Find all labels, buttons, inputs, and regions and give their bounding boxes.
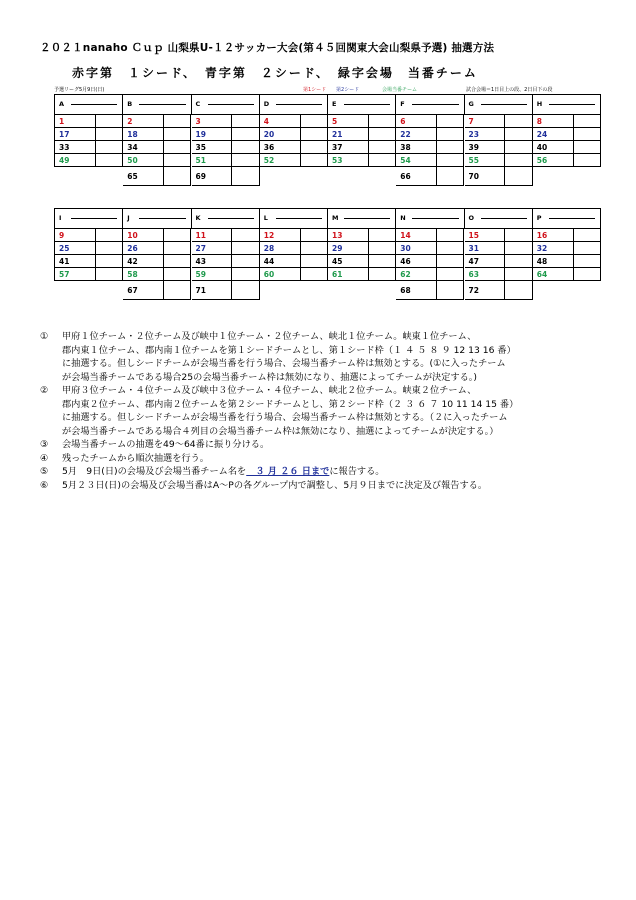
team-name-cell [369,154,396,167]
slot-number: 45 [328,255,369,268]
team-name-cell [232,115,259,128]
team-name-cell [301,141,328,154]
team-name-cell [369,229,396,242]
team-name-cell [164,242,191,255]
rule-text-line: 郡内東１位チーム、郡内南１位チームを第１シードチームとし、第１シード枠（１ ４ ５ ８ ９ 12 13 16 番） [62,344,516,356]
team-name-cell [96,242,123,255]
slot-number: 49 [55,154,96,167]
group-label: P [533,209,601,229]
team-name-cell [437,141,464,154]
group-name-blank [139,218,185,219]
group-label: J [123,209,191,229]
extra-team-cell [437,167,464,186]
deadline-date: ３ 月 ２６ 日まで [246,466,330,477]
slot-number: 4 [260,115,301,128]
document-title: ２０２１nanaho Ｃｕｐ 山梨県U-１２サッカー大会(第４５回関東大会山梨県予選) 抽選方法 [40,42,495,54]
team-name-cell [505,141,532,154]
team-name-cell [437,128,464,141]
team-name-cell [232,141,259,154]
team-name-cell [574,128,601,141]
group-name-blank [71,218,117,219]
slot-number: 37 [328,141,369,154]
group-name-blank [208,104,254,105]
team-name-cell [301,229,328,242]
slot-number: 30 [396,242,437,255]
slot-number: 26 [123,242,164,255]
slot-number: 50 [123,154,164,167]
rule-number: ⑥ [40,479,49,491]
extra-team-cell [437,281,464,300]
rule-number: ⑤ [40,466,49,477]
extra-slot-number: 69 [192,167,233,186]
group-name-blank [276,218,322,219]
team-name-cell [232,229,259,242]
group-label: K [192,209,260,229]
extra-team-cell [505,281,532,300]
extra-slot-number: 72 [465,281,506,300]
team-name-cell [369,115,396,128]
group-name-blank [71,104,117,105]
team-name-cell [505,229,532,242]
team-name-cell [505,255,532,268]
slot-number: 1 [55,115,96,128]
team-name-cell [301,154,328,167]
group-name-blank [412,218,458,219]
slot-number: 51 [192,154,233,167]
slot-number: 54 [396,154,437,167]
slot-number: 3 [192,115,233,128]
extra-slot-number: 66 [396,167,437,186]
group-label: O [465,209,533,229]
team-name-cell [164,141,191,154]
rule-text-line: 5月２３日(日)の会場及び会場当番はA〜Pの各グループ内で調整し、5月９日までに決定及び報告する。 [62,479,488,491]
group-name-blank [208,218,254,219]
slot-number: 58 [123,268,164,281]
team-name-cell [301,255,328,268]
team-name-cell [437,229,464,242]
slot-number: 63 [465,268,506,281]
extra-team-cell [505,167,532,186]
slot-number: 31 [465,242,506,255]
team-name-cell [164,128,191,141]
group-label: A [55,95,123,115]
extra-team-cell [164,167,191,186]
rule-item [40,330,600,384]
team-name-cell [574,141,601,154]
extra-slot-number: 70 [465,167,506,186]
team-name-cell [574,115,601,128]
slot-number: 61 [328,268,369,281]
team-name-cell [301,268,328,281]
slot-number: 33 [55,141,96,154]
slot-number: 20 [260,128,301,141]
team-name-cell [437,115,464,128]
slot-number: 8 [533,115,574,128]
rule-text-line: 残ったチームから順次抽選を行う。 [62,452,209,464]
rule-item [40,384,600,438]
slot-number: 53 [328,154,369,167]
rule-text-line: が会場当番チームである場合４列目の会場当番チーム枠は無効になり、抽選によってチームが決定する。） [62,425,499,437]
rule-item [40,452,600,466]
team-name-cell [301,115,328,128]
slot-number: 19 [192,128,233,141]
team-name-cell [232,255,259,268]
slot-number: 36 [260,141,301,154]
team-name-cell [505,115,532,128]
team-name-cell [232,242,259,255]
team-name-cell [437,268,464,281]
team-name-cell [574,255,601,268]
slot-number: 34 [123,141,164,154]
slot-number: 22 [396,128,437,141]
group-label: B [123,95,191,115]
team-name-cell [96,255,123,268]
slot-number: 5 [328,115,369,128]
group-name-blank [344,218,390,219]
rule-number: ③ [40,439,49,450]
team-name-cell [164,255,191,268]
slot-number: 60 [260,268,301,281]
slot-number: 11 [192,229,233,242]
slot-number: 12 [260,229,301,242]
group-name-blank [549,104,595,105]
rule-number: ② [40,385,49,396]
group-name-blank [139,104,185,105]
slot-number: 38 [396,141,437,154]
team-name-cell [96,229,123,242]
rule-text-line [62,465,600,479]
slot-number: 55 [465,154,506,167]
slot-number: 17 [55,128,96,141]
team-name-cell [505,154,532,167]
team-name-cell [505,128,532,141]
rule-text: に報告する。 [329,466,385,477]
team-name-cell [369,128,396,141]
group-name-blank [481,218,527,219]
rule-item [40,479,600,493]
slot-number: 25 [55,242,96,255]
team-name-cell [164,154,191,167]
extra-team-cell [232,167,259,186]
team-name-cell [369,242,396,255]
team-name-cell [96,115,123,128]
team-name-cell [369,255,396,268]
team-name-cell [232,128,259,141]
group-label: I [55,209,123,229]
slot-number: 40 [533,141,574,154]
slot-number: 13 [328,229,369,242]
extra-slot-number: 71 [192,281,233,300]
team-name-cell [505,268,532,281]
group-label: F [396,95,464,115]
legend-schedule: 予選リーグ5月9日(日) [54,87,105,93]
extra-team-cell [164,281,191,300]
group-name-blank [412,104,458,105]
team-name-cell [301,128,328,141]
team-name-cell [369,141,396,154]
slot-number: 32 [533,242,574,255]
rule-text-line: 会場当番チームの抽選を49〜64番に振り分ける。 [62,439,270,450]
team-name-cell [369,268,396,281]
group-name-blank [481,104,527,105]
group-name-blank [344,104,390,105]
slot-number: 64 [533,268,574,281]
team-name-cell [164,229,191,242]
draw-table-a-h [54,94,601,181]
group-label: G [465,95,533,115]
slot-number: 2 [123,115,164,128]
team-name-cell [574,268,601,281]
extra-slot-number: 67 [123,281,164,300]
slot-number: 28 [260,242,301,255]
draw-table-i-p [54,208,601,295]
slot-number: 62 [396,268,437,281]
slot-number: 39 [465,141,506,154]
group-name-blank [276,104,322,105]
rule-text-line: 甲府１位チーム・２位チーム及び峡中１位チーム・２位チーム、峡北１位チーム。峡東１位チーム、 [62,331,477,342]
slot-number: 29 [328,242,369,255]
slot-number: 21 [328,128,369,141]
slot-number: 42 [123,255,164,268]
group-label: L [260,209,328,229]
slot-number: 6 [396,115,437,128]
slot-number: 52 [260,154,301,167]
rule-text-line: 甲府３位チーム・４位チーム及び峡中３位チーム・４位チーム、峡北２位チーム。峡東２位チーム、 [62,385,477,396]
team-name-cell [437,154,464,167]
slot-number: 57 [55,268,96,281]
rule-text-line: に抽選する。但しシードチームが会場当番を行う場合、会場当番チーム枠は無効とする。（２に入ったチーム [62,412,508,423]
team-name-cell [301,242,328,255]
group-label: D [260,95,328,115]
rule-item [40,465,600,479]
team-name-cell [437,255,464,268]
team-name-cell [96,268,123,281]
slot-number: 16 [533,229,574,242]
extra-slot-number: 65 [123,167,164,186]
team-name-cell [574,229,601,242]
rule-item [40,438,600,452]
slot-number: 10 [123,229,164,242]
team-name-cell [96,141,123,154]
team-name-cell [505,242,532,255]
team-name-cell [96,154,123,167]
slot-number: 43 [192,255,233,268]
slot-number: 24 [533,128,574,141]
team-name-cell [164,115,191,128]
group-label: M [328,209,396,229]
slot-number: 35 [192,141,233,154]
slot-number: 44 [260,255,301,268]
rule-text: 5月 9日(日)の会場及び会場当番チーム名を [62,466,247,477]
team-name-cell [164,268,191,281]
rule-text-line: が会場当番チームである場合25の会場当番チーム枠は無効になり、抽選によってチームが決定する。) [62,371,477,383]
slot-number: 46 [396,255,437,268]
color-legend-subtitle: 赤字第 １シード、 青字第 ２シード、 緑字会場 当番チーム [72,66,478,80]
legend-venue: 会場当番チーム [382,87,418,93]
rule-text-line: に抽選する。但しシードチームが会場当番を行う場合、会場当番チーム枠は無効とする。(①に入ったチーム [62,358,506,369]
group-name-blank [549,218,595,219]
team-name-cell [574,154,601,167]
team-name-cell [232,268,259,281]
extra-team-cell [232,281,259,300]
draw-rules [40,330,600,492]
slot-number: 9 [55,229,96,242]
slot-number: 41 [55,255,96,268]
slot-number: 59 [192,268,233,281]
legend-venue-note: 試合会場＝1日目上の段、2日目下の段 [466,87,553,93]
rule-number: ④ [40,452,49,464]
group-label: E [328,95,396,115]
team-name-cell [437,242,464,255]
group-label: N [396,209,464,229]
group-label: H [533,95,601,115]
group-label: C [192,95,260,115]
extra-slot-number: 68 [396,281,437,300]
slot-number: 14 [396,229,437,242]
slot-number: 15 [465,229,506,242]
slot-number: 48 [533,255,574,268]
team-name-cell [96,128,123,141]
slot-number: 23 [465,128,506,141]
rule-text-line: 郡内東２位チーム、郡内南２位チームを第２シードチームとし、第２シード枠（２ ３ ６ ７ 10 11 14 15 番） [62,398,519,410]
slot-number: 27 [192,242,233,255]
team-name-cell [574,242,601,255]
legend-seed2: 第2シード [336,87,360,93]
slot-number: 47 [465,255,506,268]
team-name-cell [232,154,259,167]
rule-number: ① [40,331,49,342]
legend-seed1: 第1シード [303,87,327,93]
slot-number: 7 [465,115,506,128]
slot-number: 18 [123,128,164,141]
slot-number: 56 [533,154,574,167]
